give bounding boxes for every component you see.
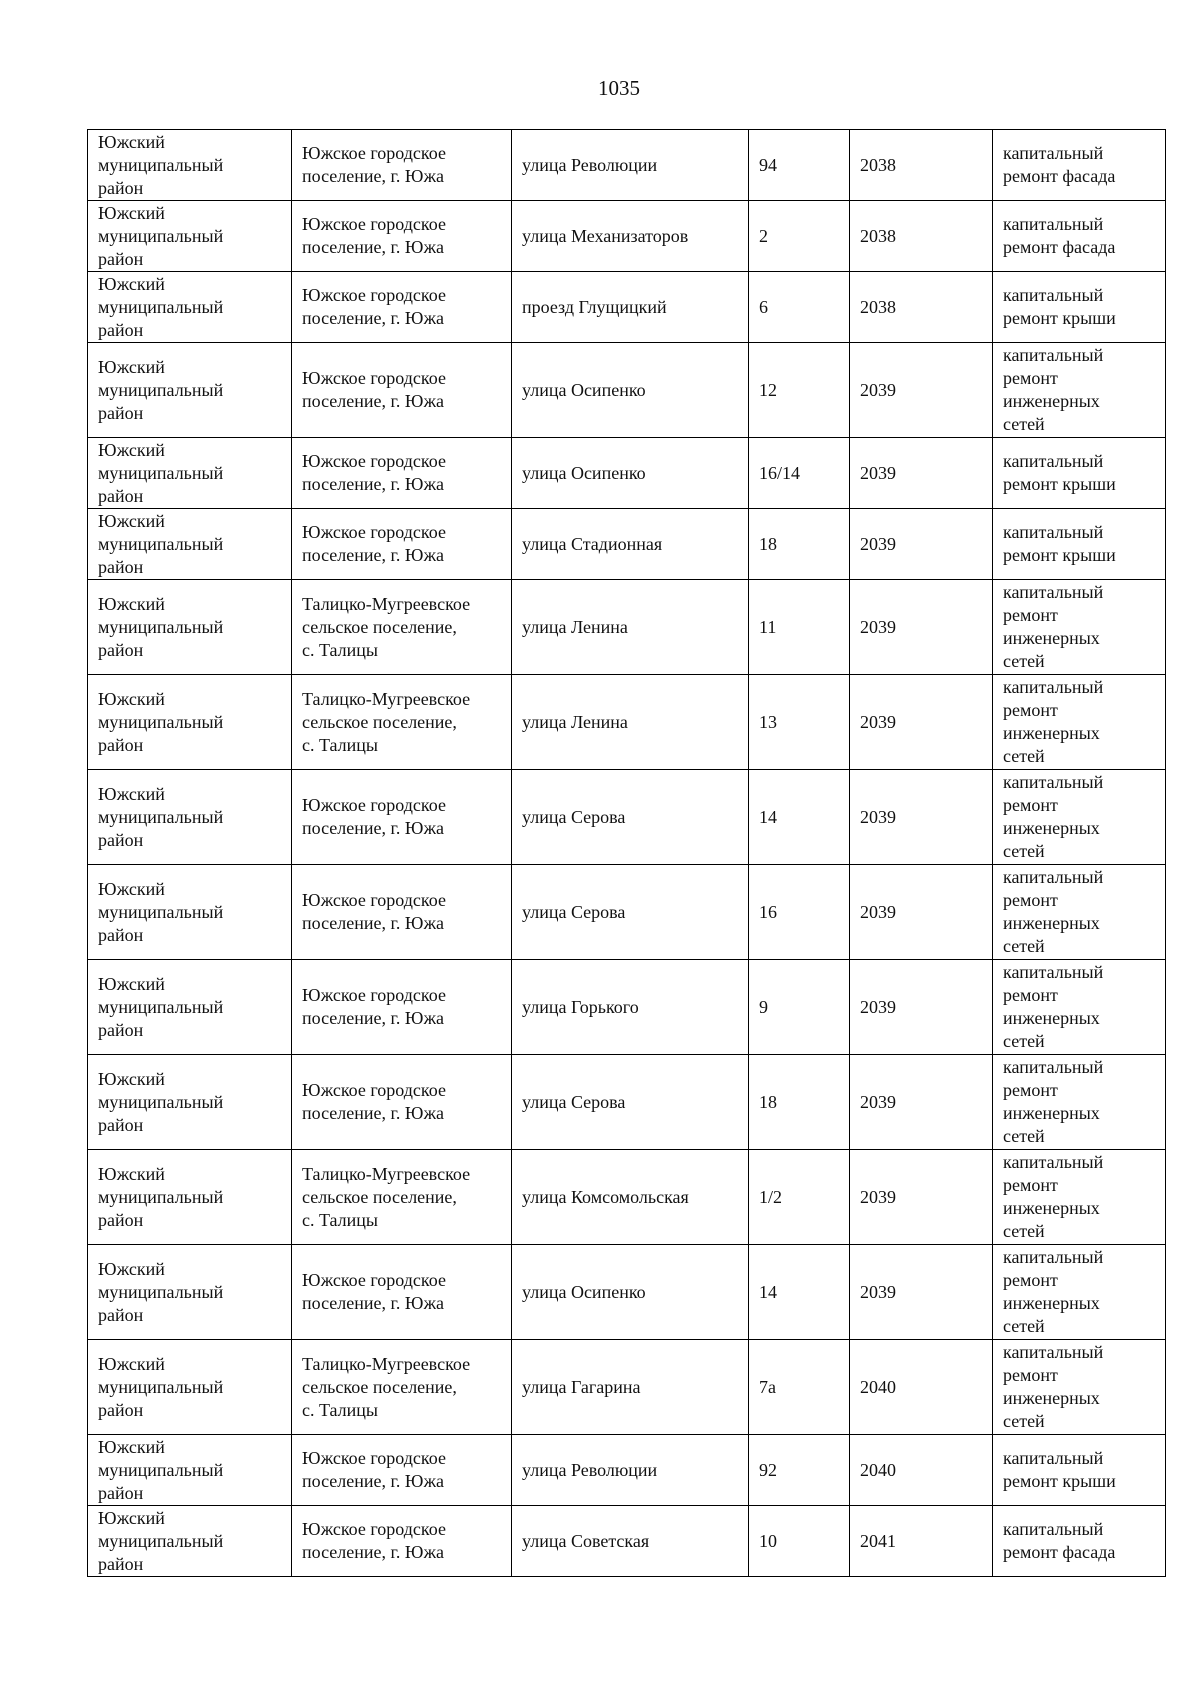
year-cell: 2038 (850, 130, 993, 201)
table-row (88, 960, 1166, 1055)
street-cell: улица Ленина (512, 580, 749, 675)
district-cell: Южский муниципальный район (88, 675, 292, 770)
street-cell: улица Серова (512, 1055, 749, 1150)
house-number-cell: 10 (749, 1506, 850, 1577)
page-number: 1035 (598, 76, 640, 100)
work-type-cell: капитальный ремонт инженерных сетей (993, 960, 1166, 1055)
table-row (88, 770, 1166, 865)
year-cell: 2041 (850, 1506, 993, 1577)
settlement-cell: Южское городское поселение, г. Южа (292, 438, 512, 509)
table-row (88, 675, 1166, 770)
settlement-cell: Южское городское поселение, г. Южа (292, 272, 512, 343)
street-cell: улица Гагарина (512, 1340, 749, 1435)
table-row (88, 509, 1166, 580)
house-number-cell: 6 (749, 272, 850, 343)
house-number-cell: 14 (749, 1245, 850, 1340)
year-cell: 2039 (850, 770, 993, 865)
work-type-cell: капитальный ремонт инженерных сетей (993, 1055, 1166, 1150)
year-cell: 2039 (850, 580, 993, 675)
house-number-cell: 2 (749, 201, 850, 272)
table-row (88, 580, 1166, 675)
district-cell: Южский муниципальный район (88, 865, 292, 960)
work-type-cell: капитальный ремонт фасада (993, 201, 1166, 272)
house-number-cell: 7а (749, 1340, 850, 1435)
house-number-cell: 92 (749, 1435, 850, 1506)
settlement-cell: Южское городское поселение, г. Южа (292, 1435, 512, 1506)
street-cell: улица Серова (512, 770, 749, 865)
district-cell: Южский муниципальный район (88, 1245, 292, 1340)
table-row (88, 130, 1166, 201)
year-cell: 2038 (850, 201, 993, 272)
street-cell: улица Комсомольская (512, 1150, 749, 1245)
work-type-cell: капитальный ремонт инженерных сетей (993, 1150, 1166, 1245)
house-number-cell: 9 (749, 960, 850, 1055)
district-cell: Южский муниципальный район (88, 509, 292, 580)
table-row (88, 1435, 1166, 1506)
year-cell: 2039 (850, 960, 993, 1055)
house-number-cell: 16/14 (749, 438, 850, 509)
work-type-cell: капитальный ремонт крыши (993, 1435, 1166, 1506)
settlement-cell: Южское городское поселение, г. Южа (292, 201, 512, 272)
year-cell: 2039 (850, 438, 993, 509)
settlement-cell: Талицко-Мугреевское сельское поселение, с. Талицы (292, 580, 512, 675)
settlement-cell: Южское городское поселение, г. Южа (292, 770, 512, 865)
work-type-cell: капитальный ремонт инженерных сетей (993, 770, 1166, 865)
street-cell: улица Революции (512, 1435, 749, 1506)
district-cell: Южский муниципальный район (88, 1506, 292, 1577)
street-cell: улица Ленина (512, 675, 749, 770)
year-cell: 2039 (850, 1245, 993, 1340)
district-cell: Южский муниципальный район (88, 1150, 292, 1245)
year-cell: 2039 (850, 865, 993, 960)
table-row (88, 1055, 1166, 1150)
settlement-cell: Южское городское поселение, г. Южа (292, 865, 512, 960)
work-type-cell: капитальный ремонт крыши (993, 438, 1166, 509)
year-cell: 2040 (850, 1340, 993, 1435)
district-cell: Южский муниципальный район (88, 960, 292, 1055)
house-number-cell: 18 (749, 1055, 850, 1150)
work-type-cell: капитальный ремонт инженерных сетей (993, 675, 1166, 770)
table-row (88, 438, 1166, 509)
table-row (88, 1340, 1166, 1435)
table-row (88, 865, 1166, 960)
work-type-cell: капитальный ремонт фасада (993, 130, 1166, 201)
table-body (88, 130, 1166, 1577)
year-cell: 2040 (850, 1435, 993, 1506)
district-cell: Южский муниципальный район (88, 1435, 292, 1506)
house-number-cell: 1/2 (749, 1150, 850, 1245)
settlement-cell: Южское городское поселение, г. Южа (292, 1506, 512, 1577)
table-row (88, 272, 1166, 343)
work-type-cell: капитальный ремонт инженерных сетей (993, 865, 1166, 960)
district-cell: Южский муниципальный район (88, 130, 292, 201)
district-cell: Южский муниципальный район (88, 580, 292, 675)
work-type-cell: капитальный ремонт инженерных сетей (993, 580, 1166, 675)
table-row (88, 1245, 1166, 1340)
work-type-cell: капитальный ремонт инженерных сетей (993, 343, 1166, 438)
settlement-cell: Южское городское поселение, г. Южа (292, 960, 512, 1055)
settlement-cell: Южское городское поселение, г. Южа (292, 130, 512, 201)
house-number-cell: 11 (749, 580, 850, 675)
street-cell: улица Осипенко (512, 1245, 749, 1340)
year-cell: 2039 (850, 343, 993, 438)
street-cell: улица Осипенко (512, 438, 749, 509)
settlement-cell: Южское городское поселение, г. Южа (292, 1055, 512, 1150)
street-cell: улица Горького (512, 960, 749, 1055)
street-cell: улица Осипенко (512, 343, 749, 438)
street-cell: улица Стадионная (512, 509, 749, 580)
street-cell: улица Серова (512, 865, 749, 960)
settlement-cell: Талицко-Мугреевское сельское поселение, с. Талицы (292, 1150, 512, 1245)
district-cell: Южский муниципальный район (88, 770, 292, 865)
house-number-cell: 13 (749, 675, 850, 770)
repair-schedule-table (87, 129, 1166, 1577)
work-type-cell: капитальный ремонт инженерных сетей (993, 1245, 1166, 1340)
year-cell: 2038 (850, 272, 993, 343)
settlement-cell: Талицко-Мугреевское сельское поселение, с. Талицы (292, 675, 512, 770)
settlement-cell: Южское городское поселение, г. Южа (292, 509, 512, 580)
settlement-cell: Южское городское поселение, г. Южа (292, 1245, 512, 1340)
district-cell: Южский муниципальный район (88, 1055, 292, 1150)
table-row (88, 1506, 1166, 1577)
house-number-cell: 12 (749, 343, 850, 438)
street-cell: улица Революции (512, 130, 749, 201)
year-cell: 2039 (850, 1150, 993, 1245)
settlement-cell: Южское городское поселение, г. Южа (292, 343, 512, 438)
work-type-cell: капитальный ремонт крыши (993, 272, 1166, 343)
district-cell: Южский муниципальный район (88, 201, 292, 272)
street-cell: улица Механизаторов (512, 201, 749, 272)
house-number-cell: 16 (749, 865, 850, 960)
work-type-cell: капитальный ремонт крыши (993, 509, 1166, 580)
house-number-cell: 94 (749, 130, 850, 201)
year-cell: 2039 (850, 509, 993, 580)
district-cell: Южский муниципальный район (88, 272, 292, 343)
work-type-cell: капитальный ремонт фасада (993, 1506, 1166, 1577)
district-cell: Южский муниципальный район (88, 1340, 292, 1435)
house-number-cell: 18 (749, 509, 850, 580)
year-cell: 2039 (850, 675, 993, 770)
street-cell: проезд Глущицкий (512, 272, 749, 343)
year-cell: 2039 (850, 1055, 993, 1150)
street-cell: улица Советская (512, 1506, 749, 1577)
table-row (88, 343, 1166, 438)
table-row (88, 201, 1166, 272)
settlement-cell: Талицко-Мугреевское сельское поселение, с. Талицы (292, 1340, 512, 1435)
district-cell: Южский муниципальный район (88, 438, 292, 509)
table-row (88, 1150, 1166, 1245)
house-number-cell: 14 (749, 770, 850, 865)
district-cell: Южский муниципальный район (88, 343, 292, 438)
work-type-cell: капитальный ремонт инженерных сетей (993, 1340, 1166, 1435)
